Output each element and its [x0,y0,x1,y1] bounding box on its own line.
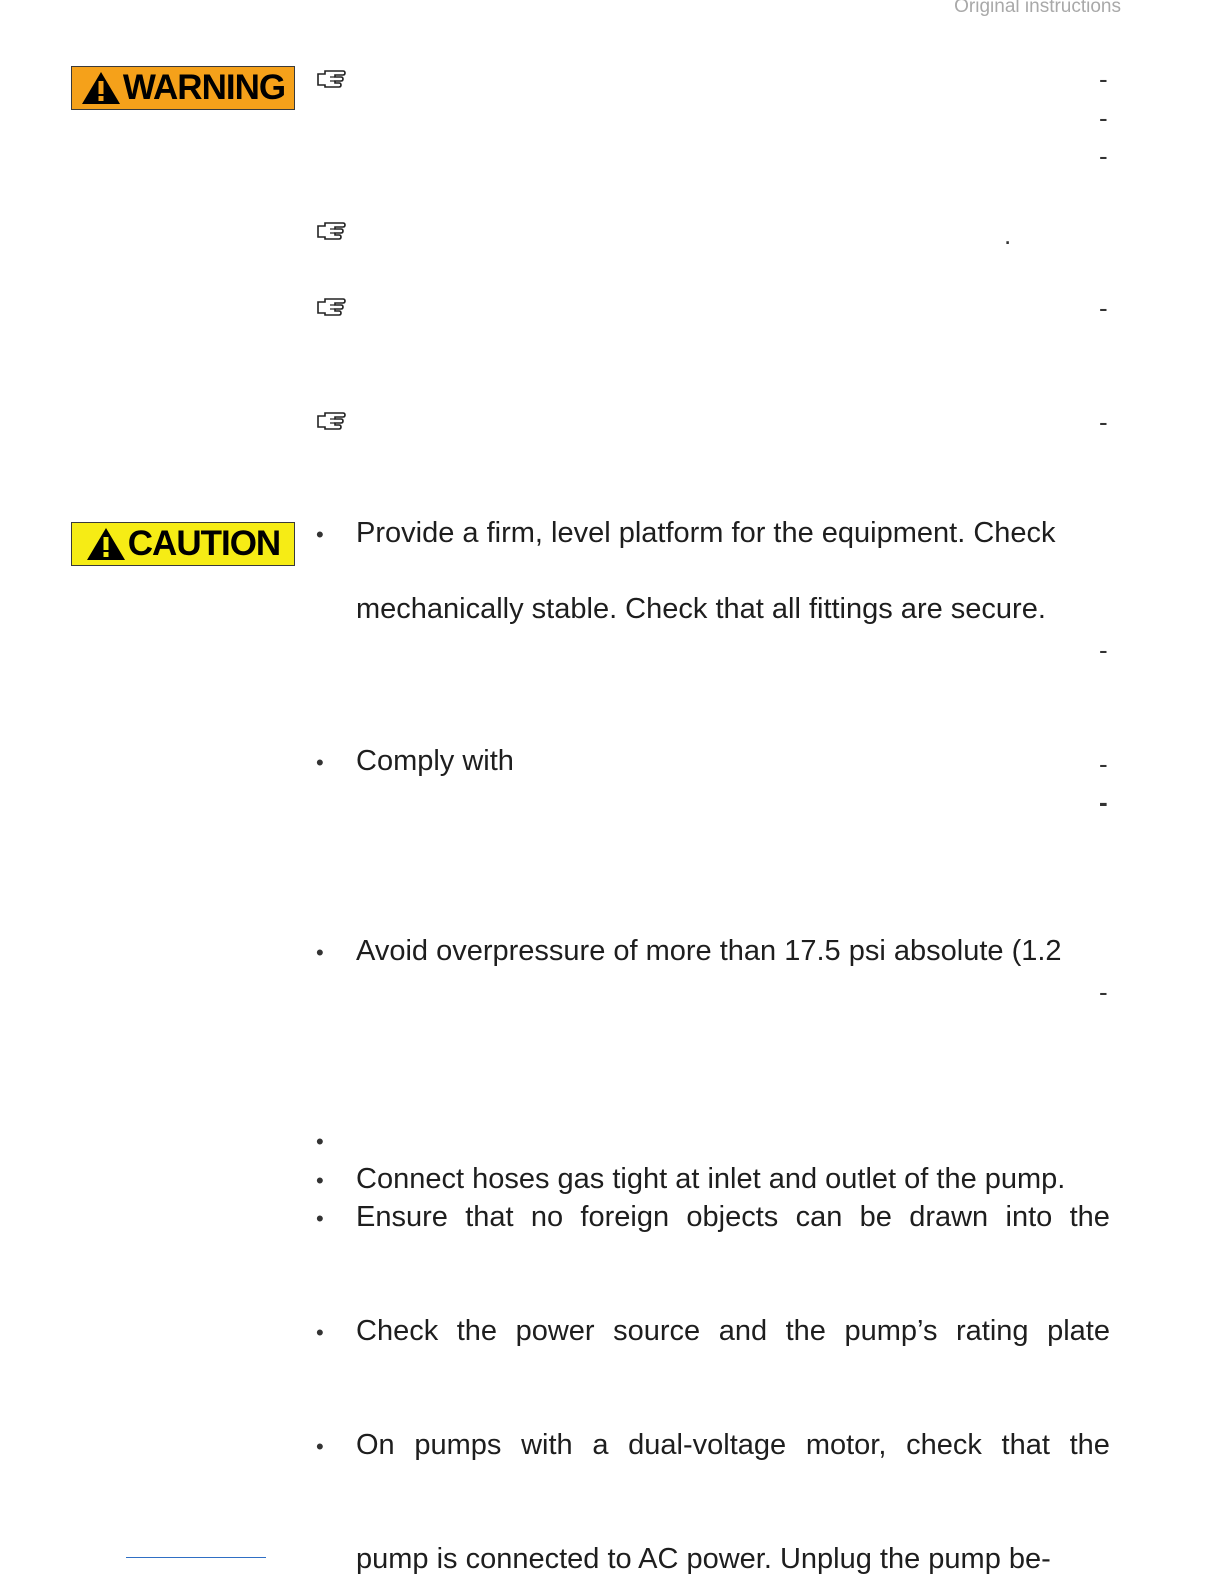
bullet-dot: • [316,522,324,547]
caution-item-5-line-1: Connect hoses gas tight at inlet and outlet of the pump. [356,1163,1066,1195]
caution-item-3-line-1: Avoid overpressure of more than 17.5 psi absolute (1.2 [356,935,1062,967]
word: that [465,1201,514,1233]
hyphen-mark: - [1099,749,1108,779]
pointing-hand-icon [316,296,346,316]
word: Ensure [356,1201,448,1233]
word: power [515,1315,595,1347]
word: no [530,1201,564,1233]
caution-item-8-line-1 [356,1431,1110,1460]
page-header: Original instructions [954,0,1121,17]
pointing-hand-icon [316,220,346,240]
bullet-dot: • [316,940,324,965]
word: the [785,1315,826,1347]
word: that [1001,1429,1050,1461]
hyphen-mark: - [1099,103,1108,133]
word: On [356,1429,395,1461]
bullet-dot: • [316,1206,324,1231]
hyphen-mark: - [1099,977,1108,1007]
caution-item-2-line-1: Comply with [356,745,514,777]
word: motor, [805,1429,887,1461]
hyphen-mark: - [1099,293,1108,323]
word: check [906,1429,982,1461]
word: can [795,1201,843,1233]
word: the [456,1315,498,1347]
bullet-dot: • [316,1168,324,1193]
caution-item-8-line-3: pump is connected to AC power. Unplug the pump be- [356,1543,1051,1575]
bullet-dot: • [316,1129,324,1154]
word: be [859,1201,892,1233]
pointing-hand-icon [316,410,346,430]
word: source [613,1315,701,1347]
period-mark: . [1004,220,1012,250]
hyphen-mark: - [1099,635,1108,665]
word: objects [686,1201,779,1233]
caution-label: CAUTION [127,524,281,563]
word: pump’s [844,1315,938,1347]
word: rating [955,1315,1029,1347]
word: plate [1047,1315,1110,1347]
word: drawn [909,1201,989,1233]
word: with [521,1429,573,1461]
bullet-dot: • [316,750,324,775]
warning-label: WARNING [122,68,286,107]
word: into [1005,1201,1053,1233]
word: a [592,1429,609,1461]
bullet-dot: • [316,1320,324,1345]
caution-item-1-line-2: mechanically stable. Check that all fittings are secure. [356,593,1046,625]
footnote-rule [126,1557,266,1558]
word: the [1069,1201,1110,1233]
caution-badge [71,522,295,566]
hyphen-mark: - [1099,787,1108,817]
hyphen-mark: - [1099,64,1108,94]
pointing-hand-icon [316,68,346,88]
caution-item-7-line-1 [356,1317,1110,1346]
exclamation-triangle-icon [86,527,126,561]
word: foreign [580,1201,670,1233]
word: the [1069,1429,1110,1461]
hyphen-mark: - [1099,407,1108,437]
exclamation-triangle-icon [81,71,121,105]
caution-item-6-line-1 [356,1203,1110,1232]
word: pumps [414,1429,502,1461]
caution-item-1-line-1: Provide a firm, level platform for the equipment. Check [356,517,1056,549]
word: Check [356,1315,439,1347]
hyphen-mark: - [1099,141,1108,171]
bullet-dot: • [316,1434,324,1459]
word: and [718,1315,768,1347]
word: dual-voltage [628,1429,787,1461]
warning-badge [71,66,295,110]
